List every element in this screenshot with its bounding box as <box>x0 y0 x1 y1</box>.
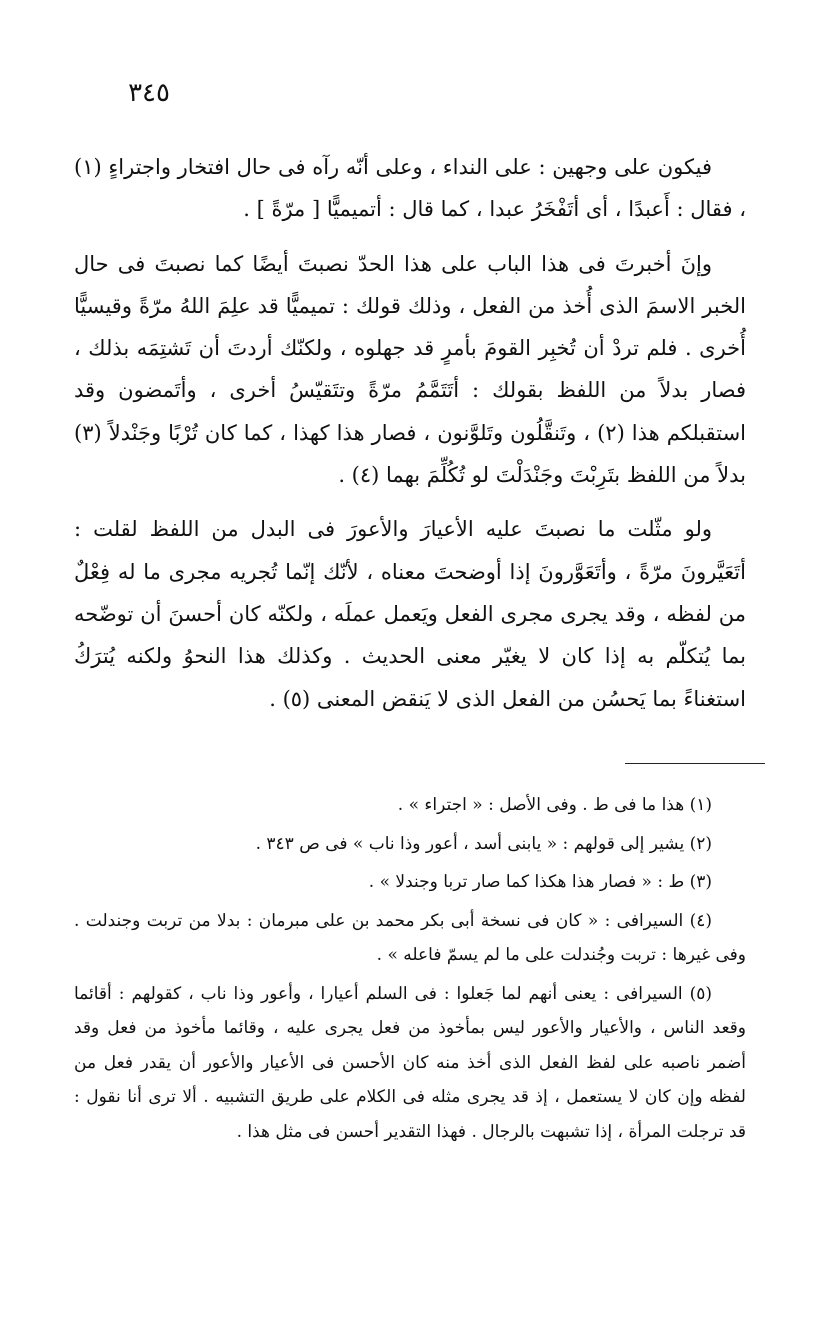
footnote-5: (٥) السيرافى : يعنى أنهم لما جَعلوا : فى السلم أعيارا ، وأعور وذا ناب ، كقولهم : أقائما وقعد الناس ، والأعيار والأعور ليس بمأخوذ من فعل يجرى عليه ، وقائما مأخوذ من فعل وقد أضمر ناصبه على لفظ الفعل الذى أخذ منه كان الأحسن فى الأعيار والأعور أن يقدر فعل من لفظه وإن كان لا يستعمل ، إذ قد يجرى مثله فى الكلام على طريق التشبيه . ألا ترى أنا نقول : قد ترجلت المرأة ، إذا تشبهت بالرجال . فهذا التقدير أحسن فى مثل هذا . <box>74 983 746 1142</box>
page-number: ٣٤٥ <box>128 78 170 108</box>
footnote-separator <box>625 763 765 764</box>
paragraph-1: فيكون على وجهين : على النداء ، وعلى أنّه رآه فى حال افتخار واجتراءٍ (١) ، فقال : أَعبدًا ، أى أتَفْخَرُ عبدا ، كما قال : أتميميًّا [ مرّةً ] . <box>74 155 746 222</box>
paragraph-3: ولو مثّلت ما نصبتَ عليه الأعيارَ والأعورَ فى البدل من اللفظ لقلت : أتَعَيَّرونَ مرّةً ، وأتَعَوَّرونَ إذا أوضحتَ معناه ، لأنّك إنّما تُجريه مجرى ما له فِعْلٌ من لفظه ، وقد يجرى مجرى الفعل ويَعمل عملَه ، ولكنّه كان أحسنَ أن توضّحه بما يُتكلّم به إذا كان لا يغيّر معنى الحديث . وكذلك هذا النحوُ ولكنه يُترَكُ استغناءً بما يَحسُن من الفعل الذى لا يَنقض المعنى (٥) . <box>74 517 746 711</box>
footnotes <box>74 788 746 1149</box>
footnote-3: (٣) ط : « فصار هذا هكذا كما صار تربا وجندلا » . <box>368 872 712 892</box>
footnote-1: (١) هذا ما فى ط . وفى الأصل : « اجتراء » . <box>397 795 712 815</box>
footnote-2: (٢) يشير إلى قولهم : « يابنى أسد ، أعور وذا ناب » فى ص ٣٤٣ . <box>255 833 712 854</box>
main-text <box>74 146 746 720</box>
paragraph-2: وإنَ أخبرتَ فى هذا الباب على هذا الحدّ نصبتَ أيضًا كما نصبتَ فى حال الخبر الاسمَ الذى أُخذ من الفعل ، وذلك قولك : تميميًّا قد علِمَ اللهُ مرّةً وقيسيًّا أُخرى . فلم تردْ أن تُخبِر القومَ بأمرٍ قد جهلوه ، ولكنّك أردتَ أن تَشتِمَه بذلك ، فصار بدلاً من اللفظ بقولك : أتَتَمَّمُ مرّةً وتتَقيّسُ أخرى ، وأتَمضون وقد استقبلكم هذا (٢) ، وتَنقَّلُون وتَلوَّنون ، فصار هذا كهذا ، كما كان تُرْبًا وجَنْدلاً (٣) بدلاً من اللفظ بتَرِبْتَ وجَنْدَلْتَ لو تُكُلِّمَ بهما (٤) . <box>74 251 746 488</box>
footnote-4: (٤) السيرافى : « كان فى نسخة أبى بكر محمد بن على مبرمان : بدلا من تربت وجندلت . وفى غيرها : تربت وجُندلت على ما لم يسمّ فاعله » . <box>74 910 746 965</box>
